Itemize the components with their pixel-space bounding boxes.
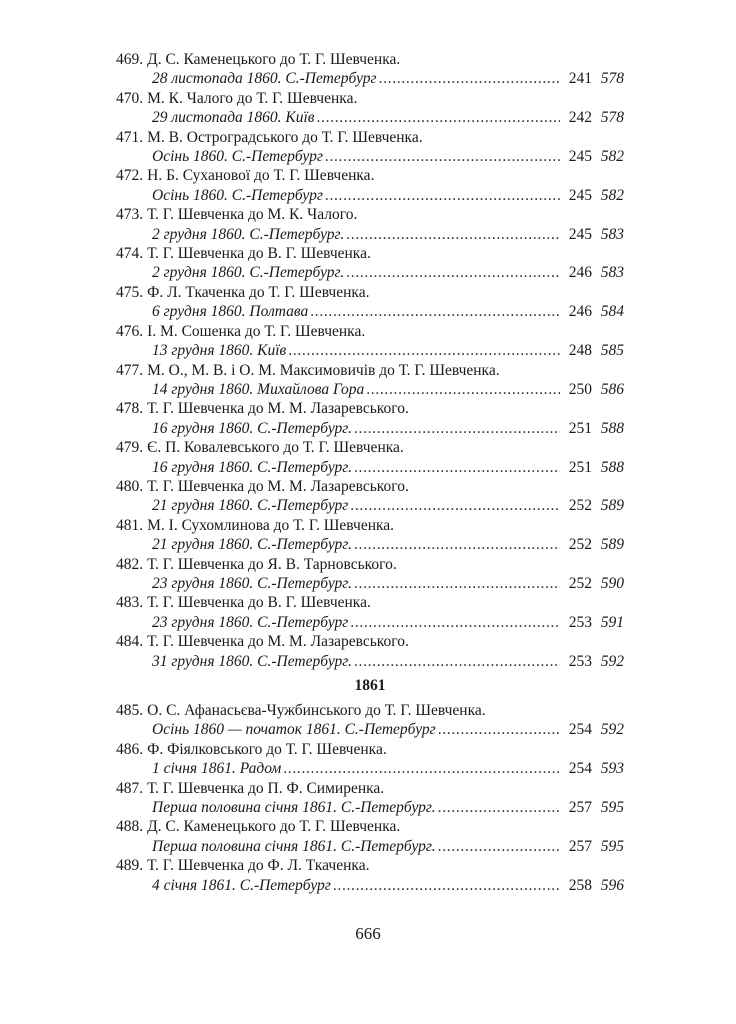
entry-page-notes: 583 [600,264,624,282]
dot-leader [379,69,560,88]
entry-detail-line [116,759,624,778]
list-item [116,817,624,856]
entry-date-place: Перша половина січня 1861. С.-Петербург. [152,837,436,855]
list-item [116,322,624,361]
list-item [116,361,624,400]
list-item [116,89,624,128]
entry-page-notes: 595 [600,837,624,855]
entry-date-place: 6 грудня 1860. Полтава [152,303,309,321]
entry-page-notes: 584 [600,303,624,321]
list-item [116,50,624,89]
entry-number: 469. [116,51,144,68]
entry-detail-line [116,458,624,477]
entry-date-place: Осінь 1860 — початок 1861. С.-Петербург [152,721,436,739]
entries-list-1861 [116,701,624,895]
entry-title-line [116,50,624,69]
dot-leader [310,302,560,321]
entry-date-place: 21 грудня 1860. С.-Петербург. [152,536,352,554]
list-item [116,399,624,438]
dot-leader [354,652,560,671]
entry-date-place: 2 грудня 1860. С.-Петербург. [152,264,345,282]
dot-leader [346,263,560,282]
entry-date-place: 29 листопада 1860. Київ [152,109,315,127]
entry-title-line [116,740,624,759]
list-item [116,477,624,516]
entry-title-line [116,632,624,651]
entry-page-notes: 586 [600,380,624,398]
entry-title: Д. С. Каменецького до Т. Г. Шевченка. [147,818,401,836]
entry-number: 471. [116,128,144,146]
entry-number: 478. [116,400,144,418]
entry-title: Д. С. Каменецького до Т. Г. Шевченка. [147,51,401,68]
entry-title: М. І. Сухомлинова до Т. Г. Шевченка. [147,516,395,534]
entry-detail-line [116,380,624,399]
entry-title-line [116,593,624,612]
entry-date-place: 28 листопада 1860. С.-Петербург [152,70,377,88]
entry-title: Ф. Л. Ткаченка до Т. Г. Шевченка. [147,283,370,301]
entry-number: 485. [116,702,144,719]
entry-title: Т. Г. Шевченка до М. М. Лазаревського. [147,400,409,418]
entry-page-text: 257 [568,837,592,855]
entry-title: Т. Г. Шевченка до Ф. Л. Ткаченка. [147,857,370,875]
page-number: 666 [355,924,381,943]
entry-title-line [116,361,624,380]
entry-page-notes: 583 [600,225,624,243]
entry-title: Т. Г. Шевченка до М. К. Чалого. [147,206,358,224]
entry-page-text: 246 [568,303,592,321]
entry-date-place: 31 грудня 1860. С.-Петербург. [152,652,352,670]
entry-title-line [116,477,624,496]
entry-number: 473. [116,206,144,224]
entry-detail-line [116,419,624,438]
entry-number: 480. [116,477,144,495]
entry-page-text: 252 [568,536,592,554]
entry-number: 470. [116,89,144,107]
entry-page-notes: 595 [600,799,624,817]
entry-detail-line [116,652,624,671]
entry-title-line [116,856,624,875]
entry-title: Є. П. Ковалевського до Т. Г. Шевченка. [147,439,404,457]
entry-date-place: 16 грудня 1860. С.-Петербург. [152,419,352,437]
entry-title-line [116,244,624,263]
entry-detail-line [116,574,624,593]
entry-page-text: 258 [568,876,592,894]
entry-title: Н. Б. Суханової до Т. Г. Шевченка. [147,167,375,185]
entry-title: Т. Г. Шевченка до В. Г. Шевченка. [147,245,371,263]
dot-leader [438,720,560,739]
dot-leader [350,613,560,632]
entry-page-text: 246 [568,264,592,282]
list-item [116,593,624,632]
entry-number: 479. [116,439,144,457]
entry-number: 474. [116,245,144,263]
entry-page-notes: 591 [600,613,624,631]
entry-date-place: 23 грудня 1860. С.-Петербург. [152,574,352,592]
entry-number: 484. [116,633,144,651]
entry-page-notes: 582 [600,186,624,204]
entry-title-line [116,128,624,147]
entry-number: 481. [116,516,144,534]
entry-page-text: 253 [568,652,592,670]
list-item [116,632,624,671]
entry-page-text: 245 [568,225,592,243]
entry-title-line [116,817,624,836]
dot-leader [366,380,560,399]
list-item [116,283,624,322]
entry-detail-line [116,69,624,88]
list-item [116,555,624,594]
dot-leader [354,535,560,554]
entry-detail-line [116,225,624,244]
entry-title: Т. Г. Шевченка до В. Г. Шевченка. [147,594,371,612]
entry-title-line [116,89,624,108]
entry-page-text: 257 [568,799,592,817]
entry-number: 488. [116,818,144,836]
entry-page-text: 254 [568,721,592,739]
entry-title-line [116,779,624,798]
table-of-contents [116,50,624,895]
entry-detail-line [116,263,624,282]
entry-page-text: 245 [568,148,592,166]
entry-page-notes: 592 [600,721,624,739]
entry-title-line [116,283,624,302]
entry-title: М. К. Чалого до Т. Г. Шевченка. [147,89,358,107]
entry-detail-line [116,720,624,739]
entry-page-text: 253 [568,613,592,631]
entry-title: Ф. Фіялковського до Т. Г. Шевченка. [147,740,387,758]
dot-leader [325,147,560,166]
entry-page-text: 254 [568,760,592,778]
entry-title: М. О., М. В. і О. М. Максимовичів до Т. Г. Шевченка. [147,361,500,379]
entry-number: 475. [116,283,144,301]
entry-title-line [116,438,624,457]
entry-detail-line [116,837,624,856]
entry-title: Т. Г. Шевченка до Я. В. Тарновського. [147,555,397,573]
entry-date-place: 21 грудня 1860. С.-Петербург [152,497,349,515]
list-item [116,740,624,779]
entry-title: М. В. Остроградського до Т. Г. Шевченка. [147,128,423,146]
entry-date-place: 14 грудня 1860. Михайлова Гора [152,380,365,398]
entry-title: Т. Г. Шевченка до М. М. Лазаревського. [147,633,409,651]
entry-page-notes: 588 [600,419,624,437]
entry-date-place: 4 січня 1861. С.-Петербург [152,876,331,894]
entry-number: 483. [116,594,144,612]
section-heading-1861: 1861 [354,677,386,694]
entry-page-notes: 593 [600,760,624,778]
entry-title-line [116,205,624,224]
entry-detail-line [116,108,624,127]
entry-detail-line [116,876,624,895]
entry-detail-line [116,186,624,205]
entry-page-notes: 590 [600,574,624,592]
dot-leader [283,759,560,778]
entry-page-notes: 592 [600,652,624,670]
entry-title-line [116,701,624,720]
entry-date-place: 13 грудня 1860. Київ [152,342,287,360]
entry-detail-line [116,147,624,166]
dot-leader [354,574,560,593]
dot-leader [325,186,560,205]
entries-list-1860 [116,50,624,671]
entry-number: 482. [116,555,144,573]
entry-detail-line [116,613,624,632]
entry-page-notes: 582 [600,148,624,166]
dot-leader [288,341,560,360]
entry-date-place: 2 грудня 1860. С.-Петербург. [152,225,345,243]
entry-date-place: 23 грудня 1860. С.-Петербург [152,613,349,631]
entry-title: І. М. Сошенка до Т. Г. Шевченка. [147,322,366,340]
entry-page-text: 241 [568,70,592,88]
entry-detail-line [116,798,624,817]
entry-page-notes: 578 [600,70,624,88]
entry-number: 472. [116,167,144,185]
dot-leader [333,876,560,895]
entry-title-line [116,555,624,574]
entry-page-text: 251 [568,458,592,476]
entry-page-text: 242 [568,109,592,127]
entry-detail-line [116,535,624,554]
entry-page-text: 252 [568,574,592,592]
list-item [116,856,624,895]
entry-detail-line [116,302,624,321]
entry-detail-line [116,496,624,515]
entry-page-notes: 589 [600,497,624,515]
entry-date-place: 1 січня 1861. Радом [152,760,282,778]
dot-leader [438,798,560,817]
entry-page-notes: 589 [600,536,624,554]
dot-leader [438,837,560,856]
entry-page-text: 252 [568,497,592,515]
entry-detail-line [116,341,624,360]
list-item [116,779,624,818]
entry-page-text: 245 [568,186,592,204]
list-item [116,701,624,740]
entry-title-line [116,399,624,418]
entry-number: 486. [116,740,144,758]
entry-page-notes: 588 [600,458,624,476]
list-item [116,205,624,244]
entry-number: 489. [116,857,144,875]
entry-page-notes: 578 [600,109,624,127]
list-item [116,438,624,477]
entry-title: О. С. Афанасьєва-Чужбинського до Т. Г. Шевченка. [147,702,486,719]
list-item [116,244,624,283]
entry-date-place: 16 грудня 1860. С.-Петербург. [152,458,352,476]
entry-title-line [116,166,624,185]
list-item [116,516,624,555]
entry-page-text: 251 [568,419,592,437]
entry-page-text: 248 [568,342,592,360]
entry-title-line [116,322,624,341]
dot-leader [350,496,560,515]
entry-number: 476. [116,322,144,340]
entry-page-text: 250 [568,380,592,398]
dot-leader [354,419,560,438]
entry-title-line [116,516,624,535]
entry-number: 477. [116,361,144,379]
dot-leader [346,225,560,244]
dot-leader [317,108,560,127]
list-item [116,128,624,167]
dot-leader [354,458,560,477]
entry-page-notes: 596 [600,876,624,894]
entry-date-place: Перша половина січня 1861. С.-Петербург. [152,799,436,817]
entry-page-notes: 585 [600,342,624,360]
entry-title: Т. Г. Шевченка до П. Ф. Симиренка. [147,779,385,797]
entry-title: Т. Г. Шевченка до М. М. Лазаревського. [147,477,409,495]
entry-date-place: Осінь 1860. С.-Петербург [152,186,323,204]
entry-date-place: Осінь 1860. С.-Петербург [152,148,323,166]
entry-number: 487. [116,779,144,797]
list-item [116,166,624,205]
